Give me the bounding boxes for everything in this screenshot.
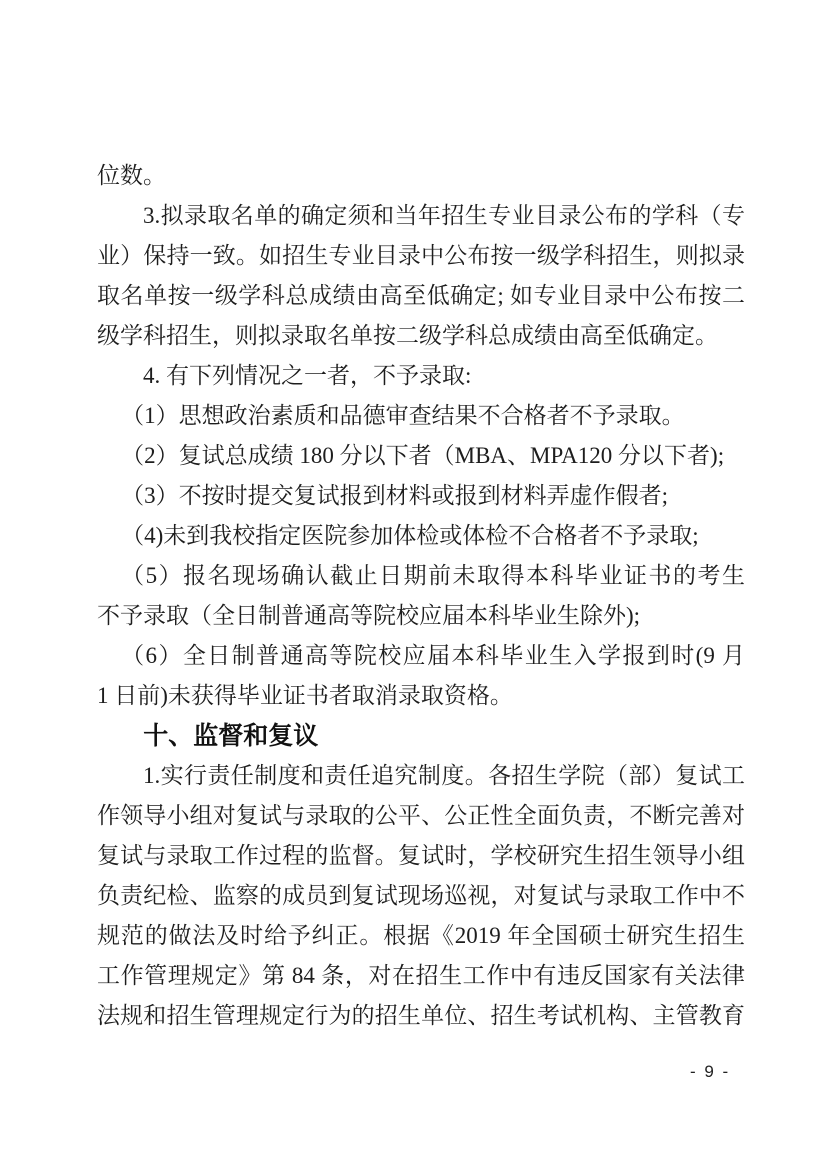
text-line: （6）全日制普通高等院校应届本科毕业生入学报到时(9 月 (121, 643, 745, 668)
page-number: - 9 - (690, 1062, 731, 1081)
text-line: （5）报名现场确认截止日期前未取得本科毕业证书的考生 (121, 563, 745, 588)
text-line: 工作管理规定》第 84 条，对在招生工作中有违反国家有关法律 (97, 963, 745, 988)
text-line: 负责纪检、监察的成员到复试现场巡视，对复试与录取工作中不 (97, 883, 745, 908)
text-line: 复试与录取工作过程的监督。复试时，学校研究生招生领导小组 (97, 843, 745, 868)
text-line: 取名单按一级学科总成绩由高至低确定; 如专业目录中公布按二 (97, 283, 745, 308)
text-line: （2）复试总成绩 180 分以下者（MBA、MPA120 分以下者); (121, 443, 725, 468)
text-line: 3.拟录取名单的确定须和当年招生专业目录公布的学科（专 (143, 203, 745, 228)
section-heading: 十、监督和复议 (143, 722, 319, 750)
text-line: 业）保持一致。如招生专业目录中公布按一级学科招生，则拟录 (97, 243, 745, 268)
text-line: 法规和招生管理规定行为的招生单位、招生考试机构、主管教育 (97, 1003, 745, 1028)
text-line: （4)未到我校指定医院参加体检或体检不合格者不予录取; (121, 523, 699, 548)
text-line: 4. 有下列情况之一者，不予录取: (143, 363, 472, 388)
text-line: 位数。 (97, 163, 166, 188)
document-body (97, 156, 745, 1036)
text-line: 规范的做法及时给予纠正。根据《2019 年全国硕士研究生招生 (97, 923, 745, 948)
text-line: 1.实行责任制度和责任追究制度。各招生学院（部）复试工 (143, 763, 745, 788)
text-line: 1 日前)未获得毕业证书者取消录取资格。 (97, 683, 513, 708)
text-line: 不予录取（全日制普通高等院校应届本科毕业生除外); (97, 603, 641, 628)
text-line: （1）思想政治素质和品德审查结果不合格者不予录取。 (121, 403, 685, 428)
text-line: 作领导小组对复试与录取的公平、公正性全面负责，不断完善对 (97, 803, 745, 828)
text-line: 级学科招生，则拟录取名单按二级学科总成绩由高至低确定。 (97, 323, 718, 348)
text-line: （3）不按时提交复试报到材料或报到材料弄虚作假者; (121, 483, 669, 508)
